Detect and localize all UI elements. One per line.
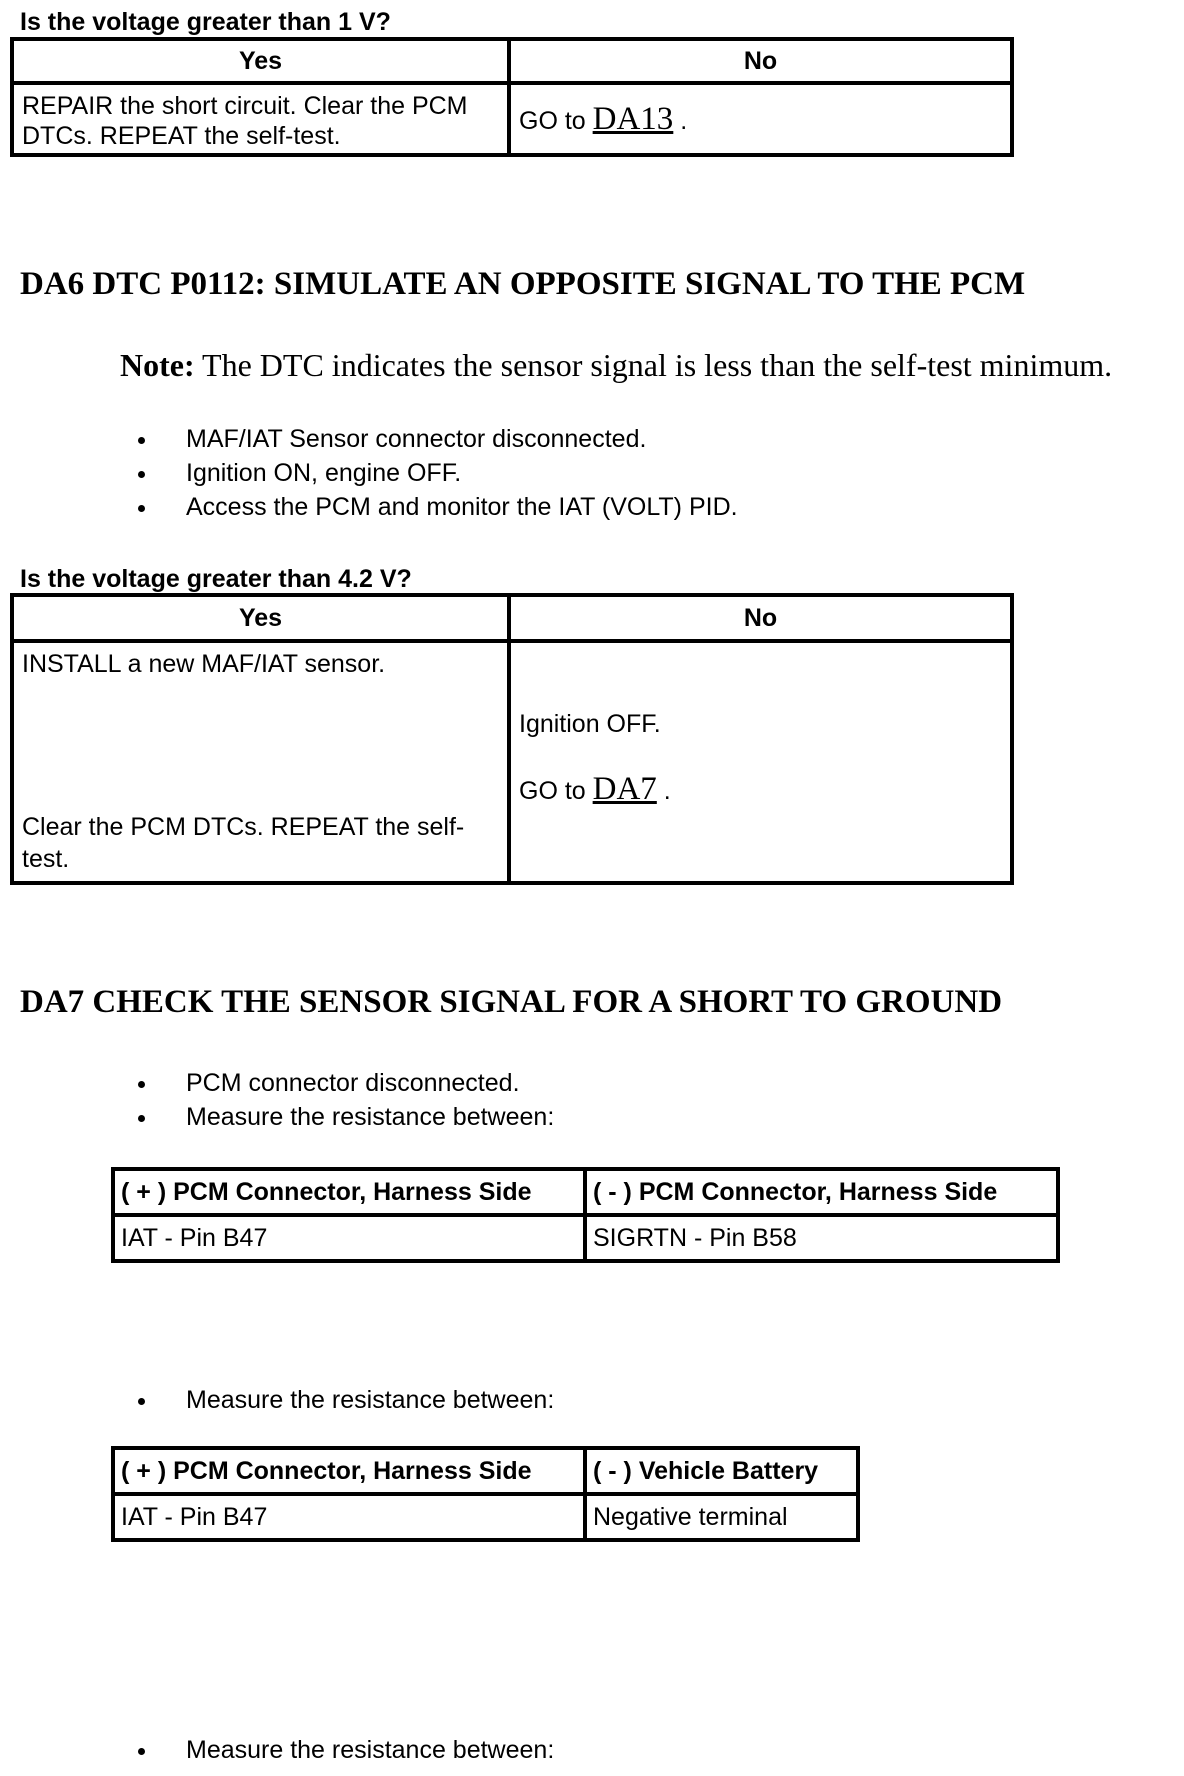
list-item: Measure the resistance between: [0, 1383, 554, 1417]
list-item: Ignition ON, engine OFF. [0, 456, 738, 490]
note-text: The DTC indicates the sensor signal is less than the self-test minimum. [202, 347, 1113, 383]
table-row [113, 1215, 1058, 1261]
yes-no-table-1 [10, 37, 1014, 157]
link-da7[interactable]: DA7 [592, 771, 657, 807]
list-item: Measure the resistance between: [0, 1100, 554, 1134]
link-da13[interactable]: DA13 [592, 100, 674, 137]
table-cell: IAT - Pin B47 [113, 1494, 585, 1540]
table-row [113, 1494, 858, 1540]
no-cell [509, 83, 1012, 155]
column-header: ( + ) PCM Connector, Harness Side [113, 1169, 585, 1215]
list-item: PCM connector disconnected. [0, 1066, 554, 1100]
question-2: Is the voltage greater than 4.2 V? [20, 565, 412, 593]
note [120, 347, 1112, 384]
column-header: ( + ) PCM Connector, Harness Side [113, 1448, 585, 1494]
no-header: No [509, 595, 1012, 641]
yes-cell: REPAIR the short circuit. Clear the PCM DTCs. REPEAT the self-test. [12, 83, 509, 155]
period: . [663, 777, 671, 805]
bullet-list-da7-2 [0, 1383, 554, 1417]
no-line-2 [519, 769, 671, 811]
bullet-icon [138, 471, 145, 478]
bullet-list-da6 [0, 422, 738, 524]
yes-line-2: Clear the PCM DTCs. REPEAT the self-test. [22, 813, 465, 873]
pin-table-1 [111, 1167, 1060, 1263]
go-to-label: GO to [519, 106, 586, 135]
bullet-list-da7-3 [0, 1733, 554, 1767]
column-header: ( - ) PCM Connector, Harness Side [585, 1169, 1058, 1215]
yes-cell [12, 641, 509, 883]
list-item: MAF/IAT Sensor connector disconnected. [0, 422, 738, 456]
list-item: Access the PCM and monitor the IAT (VOLT) PID. [0, 490, 738, 524]
yes-no-table-2 [10, 593, 1014, 885]
bullet-icon [138, 1748, 145, 1755]
bullet-icon [138, 1081, 145, 1088]
column-header: ( - ) Vehicle Battery [585, 1448, 858, 1494]
table-cell: IAT - Pin B47 [113, 1215, 585, 1261]
pin-table-2 [111, 1446, 860, 1542]
bullet-icon [138, 437, 145, 444]
section-heading-da7: DA7 CHECK THE SENSOR SIGNAL FOR A SHORT TO GROUND [20, 984, 1003, 1020]
bullet-list-da7 [0, 1066, 554, 1134]
table-cell: SIGRTN - Pin B58 [585, 1215, 1058, 1261]
table-cell: Negative terminal [585, 1494, 858, 1540]
bullet-icon [138, 505, 145, 512]
yes-line-1: INSTALL a new MAF/IAT sensor. [22, 650, 386, 678]
yes-header: Yes [12, 39, 509, 83]
note-label: Note: [120, 347, 195, 383]
no-cell [509, 641, 1012, 883]
no-header: No [509, 39, 1012, 83]
yes-header: Yes [12, 595, 509, 641]
question-1: Is the voltage greater than 1 V? [20, 8, 391, 36]
period: . [680, 106, 688, 135]
bullet-icon [138, 1115, 145, 1122]
list-item: Measure the resistance between: [0, 1733, 554, 1767]
go-to-label: GO to [519, 777, 586, 805]
bullet-icon [138, 1398, 145, 1405]
section-heading-da6: DA6 DTC P0112: SIMULATE AN OPPOSITE SIGNAL TO THE PCM [20, 266, 1026, 302]
no-line-1: Ignition OFF. [519, 710, 661, 738]
